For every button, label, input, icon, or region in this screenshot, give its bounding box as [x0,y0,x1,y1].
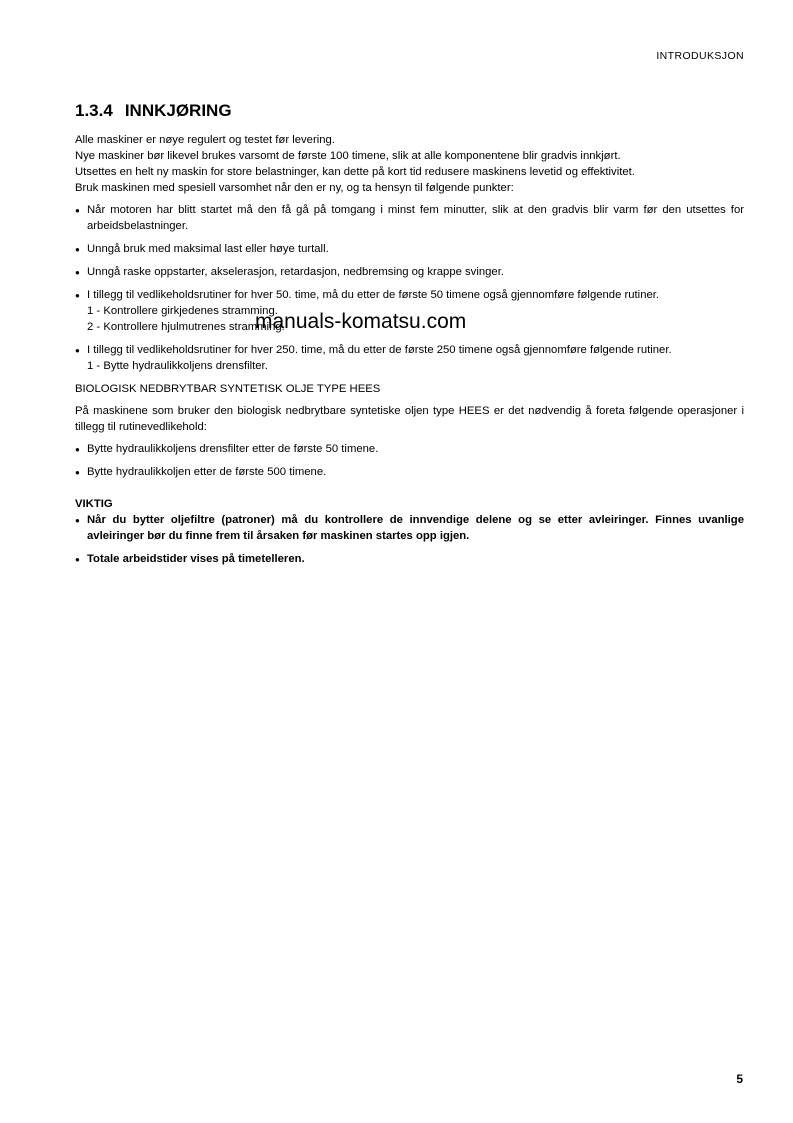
hees-bullet-list [75,441,744,480]
hees-intro: På maskinene som bruker den biologisk nedbrytbare syntetiske oljen type HEES er det nødvendig å foreta følgende operasjoner i tillegg til rutinevedlikehold: [75,405,744,433]
run-in-bullet-list [75,202,744,374]
bullet-item: ● Bytte hydraulikkoljens drensfilter etter de første 50 timene. [75,441,744,457]
intro-line: Nye maskiner bør likevel brukes varsomt de første 100 timene, slik at alle komponentene blir gradvis innkjørt. [75,150,621,162]
bullet-item: ● Når motoren har blitt startet må den få gå på tomgang i minst fem minutter, slik at den gradvis blir varm før den utsettes for arbeidsbelastninger. [75,202,744,234]
intro-line: Bruk maskinen med spesiell varsomhet når den er ny, og ta hensyn til følgende punkter: [75,182,514,194]
section-heading [75,100,744,122]
intro-line: Utsettes en helt ny maskin for store belastninger, kan dette på kort tid redusere maskinens levetid og effektivitet. [75,166,635,178]
bullet-item: ● Når du bytter oljefiltre (patroner) må du kontrollere de innvendige delene og se etter avleiringer. Finnes uvanlige avleiringer bør du finne frem til årsaken før maskinen startes opp igjen. [75,512,744,544]
section-number: 1.3.4 [75,101,113,120]
bullet-item: ● Unngå raske oppstarter, akselerasjon, retardasjon, nedbremsing og krappe svinger. [75,264,744,280]
important-bullet-list [75,512,744,567]
page-number: 5 [736,1072,743,1086]
hees-title: BIOLOGISK NEDBRYTBAR SYNTETISK OLJE TYPE HEES [75,383,381,395]
page-content [75,100,744,574]
sub-step: 1 - Bytte hydraulikkoljens drensfilter. [87,360,268,372]
intro-line: Alle maskiner er nøye regulert og testet før levering. [75,134,335,146]
intro-paragraph [75,132,744,196]
bullet-item: ● Totale arbeidstider vises på timetelleren. [75,551,744,567]
bullet-item: ● Bytte hydraulikkoljen etter de første 500 timene. [75,464,744,480]
important-title: VIKTIG [75,498,113,510]
sub-step: 2 - Kontrollere hjulmutrenes stramming. [87,321,285,333]
page-header: INTRODUKSJON [656,50,744,62]
section-title: INNKJØRING [124,101,232,120]
bullet-item: ● I tillegg til vedlikeholdsrutiner for hver 250. time, må du etter de første 250 timene også gjennomføre følgende rutiner. 1 - Bytte hydraulikkoljens drensfilter. [75,342,744,374]
watermark: manuals-komatsu.com [255,310,467,333]
bullet-item: ● Unngå bruk med maksimal last eller høye turtall. [75,241,744,257]
bullet-item: ● I tillegg til vedlikeholdsrutiner for hver 50. time, må du etter de første 50 timene også gjennomføre følgende rutiner. 1 - Kontrollere girkjedenes stramming. 2 - Kontrollere hjulmutrenes stramming. [75,287,744,335]
sub-step: 1 - Kontrollere girkjedenes stramming. [87,305,278,317]
